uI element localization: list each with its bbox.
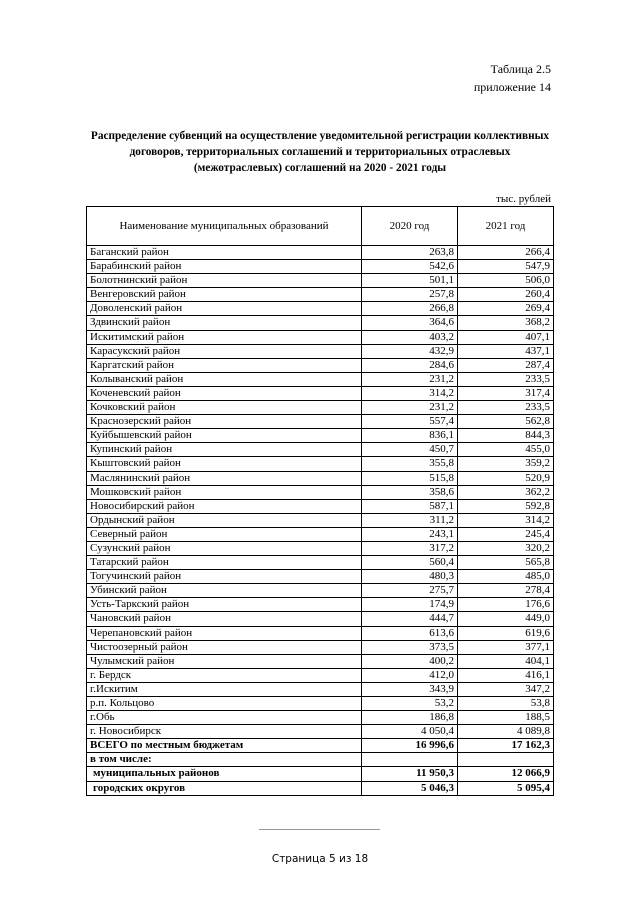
row-name-cell: ВСЕГО по местным бюджетам [87,739,362,753]
row-name-cell: Купинский район [87,443,362,457]
row-2020-cell: 243,1 [362,527,458,541]
row-2020-cell: 355,8 [362,457,458,471]
row-name-cell: Коченевский район [87,386,362,400]
row-2020-cell: 343,9 [362,682,458,696]
row-2021-cell: 455,0 [458,443,554,457]
subsidy-table [86,206,554,796]
row-2020-cell: 314,2 [362,386,458,400]
footer-divider [259,829,380,830]
units-label: тыс. рублей [496,193,551,205]
row-name-cell: р.п. Кольцово [87,697,362,711]
row-name-cell: Ордынский район [87,513,362,527]
row-2020-cell [362,753,458,767]
table-row [87,781,554,795]
row-name-cell: Кыштовский район [87,457,362,471]
table-row [87,457,554,471]
row-2021-cell: 377,1 [458,640,554,654]
row-name-cell: Каргатский район [87,358,362,372]
row-2020-cell: 358,6 [362,485,458,499]
table-row [87,584,554,598]
row-2021-cell: 362,2 [458,485,554,499]
table-row [87,443,554,457]
row-2021-cell: 592,8 [458,499,554,513]
row-2020-cell: 11 950,3 [362,767,458,781]
row-2021-cell: 844,3 [458,429,554,443]
row-name-cell: г. Бердск [87,668,362,682]
table-row [87,725,554,739]
row-2020-cell: 450,7 [362,443,458,457]
row-2020-cell: 16 996,6 [362,739,458,753]
table-row [87,697,554,711]
column-header-2020: 2020 год [362,207,458,246]
table-row [87,302,554,316]
row-2021-cell: 188,5 [458,711,554,725]
row-2021-cell: 317,4 [458,386,554,400]
table-row [87,499,554,513]
row-2020-cell: 4 050,4 [362,725,458,739]
table-row [87,246,554,260]
table-row [87,358,554,372]
row-2021-cell: 245,4 [458,527,554,541]
row-2020-cell: 284,6 [362,358,458,372]
row-2020-cell: 174,9 [362,598,458,612]
table-row [87,640,554,654]
row-name-cell: г. Новосибирск [87,725,362,739]
row-name-cell: Искитимский район [87,330,362,344]
table-row [87,612,554,626]
row-name-cell: Новосибирский район [87,499,362,513]
row-name-cell: Татарский район [87,556,362,570]
row-2021-cell: 547,9 [458,260,554,274]
row-2020-cell: 53,2 [362,697,458,711]
row-2020-cell: 444,7 [362,612,458,626]
row-name-cell: Колыванский район [87,372,362,386]
table-row [87,429,554,443]
row-2021-cell: 260,4 [458,288,554,302]
row-name-cell: Куйбышевский район [87,429,362,443]
table-row [87,471,554,485]
row-2020-cell: 480,3 [362,570,458,584]
row-name-cell: Болотнинский район [87,274,362,288]
row-2020-cell: 403,2 [362,330,458,344]
table-row [87,344,554,358]
row-name-cell: Чулымский район [87,654,362,668]
table-row [87,753,554,767]
row-2021-cell: 347,2 [458,682,554,696]
row-2021-cell: 233,5 [458,372,554,386]
row-2021-cell: 368,2 [458,316,554,330]
table-row [87,598,554,612]
row-2021-cell: 269,4 [458,302,554,316]
row-2020-cell: 412,0 [362,668,458,682]
row-2021-cell: 407,1 [458,330,554,344]
row-2020-cell: 560,4 [362,556,458,570]
row-name-cell: Краснозерский район [87,415,362,429]
table-row [87,288,554,302]
row-2021-cell: 5 095,4 [458,781,554,795]
row-2021-cell: 506,0 [458,274,554,288]
row-name-cell: Барабинский район [87,260,362,274]
row-2020-cell: 275,7 [362,584,458,598]
table-row [87,513,554,527]
table-row [87,415,554,429]
row-2020-cell: 311,2 [362,513,458,527]
row-name-cell: Доволенский район [87,302,362,316]
row-name-cell: Тогучинский район [87,570,362,584]
row-2021-cell: 320,2 [458,541,554,555]
row-2020-cell: 373,5 [362,640,458,654]
table-row [87,668,554,682]
row-2020-cell: 364,6 [362,316,458,330]
row-2020-cell: 231,2 [362,401,458,415]
row-name-cell: муниципальных районов [87,767,362,781]
table-row [87,386,554,400]
row-2021-cell: 233,5 [458,401,554,415]
row-2021-cell: 520,9 [458,471,554,485]
row-2020-cell: 587,1 [362,499,458,513]
row-2021-cell: 314,2 [458,513,554,527]
row-2020-cell: 257,8 [362,288,458,302]
row-2020-cell: 266,8 [362,302,458,316]
table-row [87,739,554,753]
row-name-cell: Мошковский район [87,485,362,499]
row-2021-cell: 176,6 [458,598,554,612]
column-header-2021: 2021 год [458,207,554,246]
row-2021-cell: 449,0 [458,612,554,626]
document-title: Распределение субвенций на осуществление уведомительной регистрации коллективных договоров, территориальных соглашений и территориальных отраслевых (межотраслевых) соглашений на 2020 - 2021 годы [90,130,550,174]
page-number: Страница 5 из 18 [271,853,369,865]
table-row [87,654,554,668]
row-2020-cell: 231,2 [362,372,458,386]
table-row [87,527,554,541]
table-row [87,570,554,584]
row-name-cell: г.Обь [87,711,362,725]
table-row [87,330,554,344]
table-row [87,711,554,725]
row-2020-cell: 557,4 [362,415,458,429]
table-row [87,274,554,288]
row-2020-cell: 317,2 [362,541,458,555]
row-2021-cell: 12 066,9 [458,767,554,781]
row-2021-cell [458,753,554,767]
row-2021-cell: 416,1 [458,668,554,682]
row-2020-cell: 432,9 [362,344,458,358]
row-2021-cell: 485,0 [458,570,554,584]
row-2021-cell: 437,1 [458,344,554,358]
appendix-label: приложение 14 [473,80,551,94]
row-2020-cell: 263,8 [362,246,458,260]
row-2021-cell: 266,4 [458,246,554,260]
row-2021-cell: 565,8 [458,556,554,570]
table-row [87,556,554,570]
row-2021-cell: 404,1 [458,654,554,668]
table-number-label: Таблица 2.5 [490,62,551,76]
table-row [87,682,554,696]
row-name-cell: в том числе: [87,753,362,767]
table-row [87,485,554,499]
row-2021-cell: 4 089,8 [458,725,554,739]
row-name-cell: Кочковский район [87,401,362,415]
row-2021-cell: 562,8 [458,415,554,429]
row-2020-cell: 400,2 [362,654,458,668]
row-2020-cell: 5 046,3 [362,781,458,795]
table-row [87,260,554,274]
row-name-cell: Усть-Таркский район [87,598,362,612]
table-row [87,767,554,781]
row-2020-cell: 542,6 [362,260,458,274]
row-2021-cell: 278,4 [458,584,554,598]
table-row [87,401,554,415]
row-2020-cell: 501,1 [362,274,458,288]
table-row [87,541,554,555]
row-name-cell: Северный район [87,527,362,541]
row-name-cell: Маслянинский район [87,471,362,485]
row-name-cell: Сузунский район [87,541,362,555]
column-header-name: Наименование муниципальных образований [87,207,362,246]
row-2021-cell: 359,2 [458,457,554,471]
row-name-cell: г.Искитим [87,682,362,696]
row-name-cell: Баганский район [87,246,362,260]
row-name-cell: Венгеровский район [87,288,362,302]
table-header-row [87,207,554,246]
row-name-cell: Карасукский район [87,344,362,358]
table-row [87,316,554,330]
row-2021-cell: 287,4 [458,358,554,372]
row-name-cell: Убинский район [87,584,362,598]
row-name-cell: Чистоозерный район [87,640,362,654]
row-2021-cell: 619,6 [458,626,554,640]
row-2020-cell: 836,1 [362,429,458,443]
table-row [87,626,554,640]
row-name-cell: городских округов [87,781,362,795]
table-row [87,372,554,386]
row-2020-cell: 613,6 [362,626,458,640]
row-2020-cell: 186,8 [362,711,458,725]
row-name-cell: Здвинский район [87,316,362,330]
row-2020-cell: 515,8 [362,471,458,485]
row-2021-cell: 17 162,3 [458,739,554,753]
row-name-cell: Черепановский район [87,626,362,640]
row-2021-cell: 53,8 [458,697,554,711]
row-name-cell: Чановский район [87,612,362,626]
